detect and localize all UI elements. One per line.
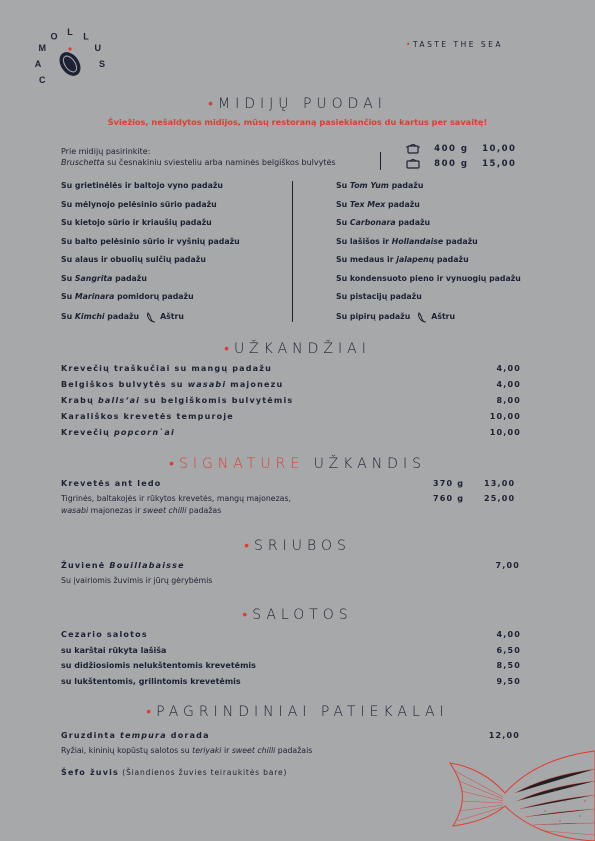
sauce-item: Su kietojo sūrio ir kriaušių padažu (61, 218, 212, 227)
menu-item-name: Karališkos krevetės tempuroje (61, 412, 234, 421)
signature-desc-2: wasabi majonezas ir sweet chilli padažas (61, 506, 222, 515)
pot-size-large: 800 g 15,00 (406, 158, 516, 169)
menu-row (61, 396, 521, 412)
soup-desc: Su įvairiomis žuvimis ir jūrų gėrybėmis (61, 576, 213, 585)
menu-item-name: su karštai rūkyta lašiša (61, 645, 167, 655)
menu-item-price: 6,50 (496, 645, 521, 655)
pot-size-small: 400 g 10,00 (406, 143, 516, 154)
logo-letter: U (94, 43, 101, 53)
logo-letter: L (67, 27, 73, 37)
spicy-label: Aštru (160, 311, 184, 321)
menu-row (61, 364, 521, 380)
main-desc: Ryžiai, kininių kopūstų salotos su teriyaki ir sweet chilli padažais (61, 746, 313, 755)
divider (380, 152, 381, 170)
spicy-label: Aštru (431, 311, 456, 321)
logo-letter: A (34, 59, 42, 69)
section-title-mussels: •MIDIJŲ PUODAI (208, 96, 387, 112)
menu-item-price: 8,50 (496, 661, 521, 670)
sauce-item: Su Sangrita padažu (61, 273, 147, 283)
sauce-item: Su medaus ir jalapenų padažu (336, 255, 469, 264)
sauce-item: Su Kimchi padažu Aštru (61, 311, 184, 321)
mussels-subtitle: Šviežios, nešaldytos midijos, mūsų restoraną pasiekiančios du kartus per savaitę! (107, 117, 488, 127)
logo-letter: S (98, 59, 106, 69)
logo-letter: O (50, 31, 58, 42)
side-choice: Prie midijų pasirinkite: Bruschetta su česnakiniu sviesteliu arba naminės belgiškos bulvytės (61, 147, 336, 167)
logo-letter: M (38, 43, 47, 53)
menu-row (61, 646, 521, 662)
signature-weight-2: 760 g (433, 494, 465, 503)
menu-item-name: Cezario salotos (61, 630, 148, 639)
menu-row (61, 661, 521, 677)
section-title-signature: •SIGNATURE UŽKANDIS (169, 456, 426, 472)
menu-row (61, 380, 521, 396)
fish-illustration (445, 731, 595, 841)
signature-weight-1: 370 g (433, 479, 465, 488)
sauce-item: Su alaus ir obuolių sulčių padažu (61, 255, 206, 264)
section-title-mains: •PAGRINDINIAI PATIEKALAI (146, 704, 449, 720)
logo-letter: C (39, 75, 46, 85)
menu-item-name: Krevečių popcorn`ai (61, 428, 175, 437)
menu-item-price: 8,00 (496, 396, 521, 405)
menu-row (61, 412, 521, 428)
menu-item-name: Krevečių traškučiai su mangų padažu (61, 364, 273, 373)
tagline: •TASTE THE SEA (406, 40, 504, 49)
menu-item-price: 10,00 (489, 428, 521, 437)
main-price: 12,00 (488, 731, 520, 740)
signature-price-1: 13,00 (484, 479, 516, 488)
menu-item-price: 4,00 (496, 630, 521, 639)
chili-icon (145, 311, 157, 323)
mussel-icon (55, 47, 85, 79)
logo-letter: L (83, 31, 89, 42)
menu-item-price: 9,50 (496, 676, 521, 686)
snacks-list (61, 364, 521, 444)
menu-item-price: 10,00 (489, 412, 521, 421)
sauce-item: Su pistacijų padažu (336, 292, 422, 301)
chili-icon (416, 311, 428, 323)
main-item: Gruzdinta tempura dorada (61, 731, 210, 740)
sauce-item: Su Carbonara padažu (336, 218, 431, 227)
section-title-salads: •SALOTOS (242, 607, 353, 623)
sauce-list-right (336, 181, 521, 329)
menu-item-name: Belgiškos bulvytės su wasabi majonezu (61, 380, 284, 389)
menu-item-price: 4,00 (496, 380, 521, 389)
column-divider (292, 181, 293, 322)
large-pot-icon (406, 158, 420, 169)
sauce-item: Su balto pelėsinio sūrio ir vyšnių padažu (61, 236, 240, 246)
sauce-item: Su grietinėlės ir baltojo vyno padažu (61, 181, 223, 190)
sauce-item: Su Tom Yum padažu (336, 181, 424, 190)
soup-item: Žuvienė Bouillabaisse (61, 561, 185, 570)
pot-icon (406, 143, 420, 154)
camollus-logo (30, 22, 110, 102)
sauce-item: Su Marinara pomidorų padažu (61, 292, 194, 301)
sauce-item: Su pipirų padažu Aštru (336, 311, 456, 321)
menu-row (61, 428, 521, 444)
signature-item: Krevetės ant ledo (61, 479, 162, 488)
sauce-item: Su kondensuoto pieno ir vynuogių padažu (336, 273, 521, 283)
chef-fish: Šefo žuvis (Šiandienos žuvies teiraukitės bare) (61, 768, 288, 777)
sauce-item: Su mėlynojo pelėsinio sūrio padažu (61, 199, 217, 209)
sauce-item: Su Tex Mex padažu (336, 199, 420, 209)
sauce-item: Su lašišos ir Hollandaise padažu (336, 236, 478, 246)
menu-item-name: su didžiosiomis nelukštentomis krevetėmis (61, 661, 256, 670)
salads-list (61, 630, 521, 692)
menu-item-name: su lukštentomis, grilintomis krevetėmis (61, 676, 241, 686)
section-title-soups: •SRIUBOS (244, 538, 351, 554)
section-title-snacks: •UŽKANDŽIAI (224, 341, 371, 357)
sauce-list-left (61, 181, 240, 329)
menu-item-price: 4,00 (496, 364, 521, 373)
soup-price: 7,00 (495, 561, 520, 570)
menu-row (61, 630, 521, 646)
menu-item-name: Krabų balls‘ai su belgiškomis bulvytėmis (61, 396, 294, 405)
signature-price-2: 25,00 (484, 494, 516, 503)
menu-row (61, 677, 521, 693)
signature-desc-1: Tigrinės, baltakojės ir rūkytos krevetės, mangų majonezas, (61, 494, 291, 503)
